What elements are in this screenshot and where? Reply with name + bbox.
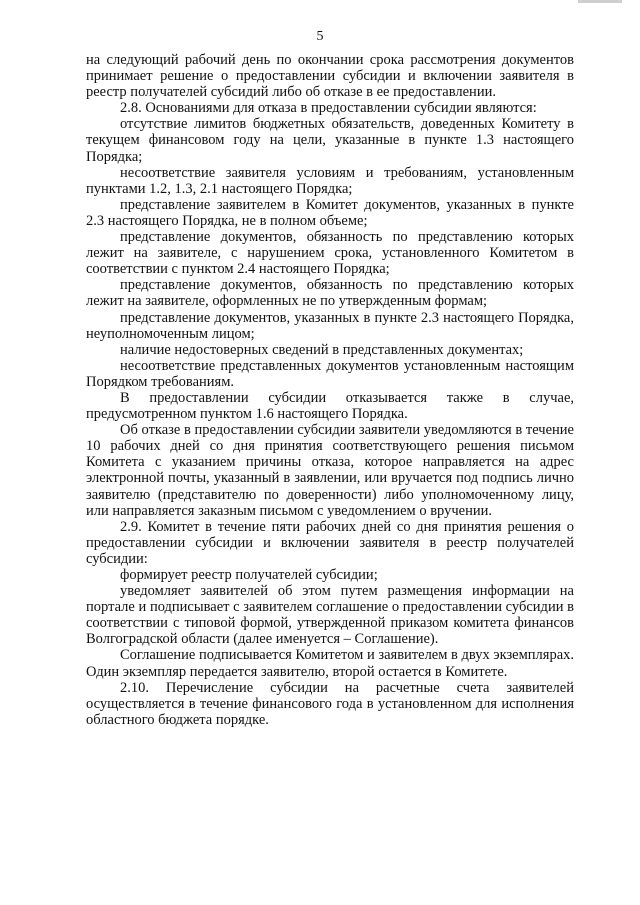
- paragraph: представление документов, обязанность по представлению которых лежит на заявителе, оформленных не по утвержденным формам;: [86, 277, 574, 310]
- paragraph: 2.8. Основаниями для отказа в предоставлении субсидии являются:: [120, 100, 537, 117]
- paragraph: наличие недостоверных сведений в представленных документах;: [120, 341, 524, 358]
- paragraph: 2.10. Перечисление субсидии на расчетные счета заявителей осуществляется в течение финансового года в установленном для исполнения областного бюджета порядке.: [86, 679, 574, 728]
- page-number: 5: [316, 29, 324, 44]
- paragraph: несоответствие представленных документов установленным настоящим Порядком требованиям.: [86, 357, 574, 390]
- paragraph: В предоставлении субсидии отказывается также в случае, предусмотренном пунктом 1.6 настоящего Порядка.: [86, 389, 574, 423]
- paragraph: представление заявителем в Комитет документов, указанных в пункте 2.3 настоящего Порядка, не в полном объеме;: [86, 196, 574, 229]
- paragraph: Соглашение подписывается Комитетом и заявителем в двух экземплярах. Один экземпляр передается заявителю, второй остается в Комитете.: [86, 647, 575, 680]
- corner-mark: [578, 0, 622, 3]
- paragraph: представление документов, указанных в пункте 2.3 настоящего Порядка, неуполномоченным лицом;: [86, 309, 574, 342]
- paragraph: на следующий рабочий день по окончании срока рассмотрения документов принимает решение о предоставлении субсидии и включении заявителя в реестр получателей субсидий либо об отказе в ее предоставлении.: [86, 52, 574, 101]
- paragraph: несоответствие заявителя условиям и требованиям, установленным пунктами 1.2, 1.3, 2.1 настоящего Порядка;: [86, 164, 574, 197]
- paragraph: представление документов, обязанность по представлению которых лежит на заявителе, с нарушением срока, установленного Комитетом в соответствии с пунктом 2.4 настоящего Порядка;: [86, 229, 574, 278]
- paragraph: формирует реестр получателей субсидии;: [120, 567, 378, 583]
- paragraph: уведомляет заявителей об этом путем размещения информации на портале и подписывает с заявителем соглашение о предоставлении субсидии в соответствии с типовой формой, утвержденной приказом комитета финансов Волгоградской области (далее именуется – Соглашение).: [86, 583, 574, 648]
- document-body: [86, 52, 574, 728]
- paragraph: Об отказе в предоставлении субсидии заявители уведомляются в течение 10 рабочих дней со дня принятия соответствующего решения письмом Комитета с указанием причины отказа, которое направляется на адрес электронной почты, указанный в заявлении, или вручается под подпись лично заявителю (представителю по доверенности) либо уполномоченному лицу, или направляется заказным письмом с уведомлением о вручении.: [86, 422, 574, 519]
- paragraph: 2.9. Комитет в течение пяти рабочих дней со дня принятия решения о предоставлении субсидии и включении заявителя в реестр получателей субсидии:: [86, 518, 574, 567]
- paragraph: отсутствие лимитов бюджетных обязательств, доведенных Комитету в текущем финансовом году на цели, указанные в пункте 1.3 настоящего Порядка;: [86, 116, 574, 165]
